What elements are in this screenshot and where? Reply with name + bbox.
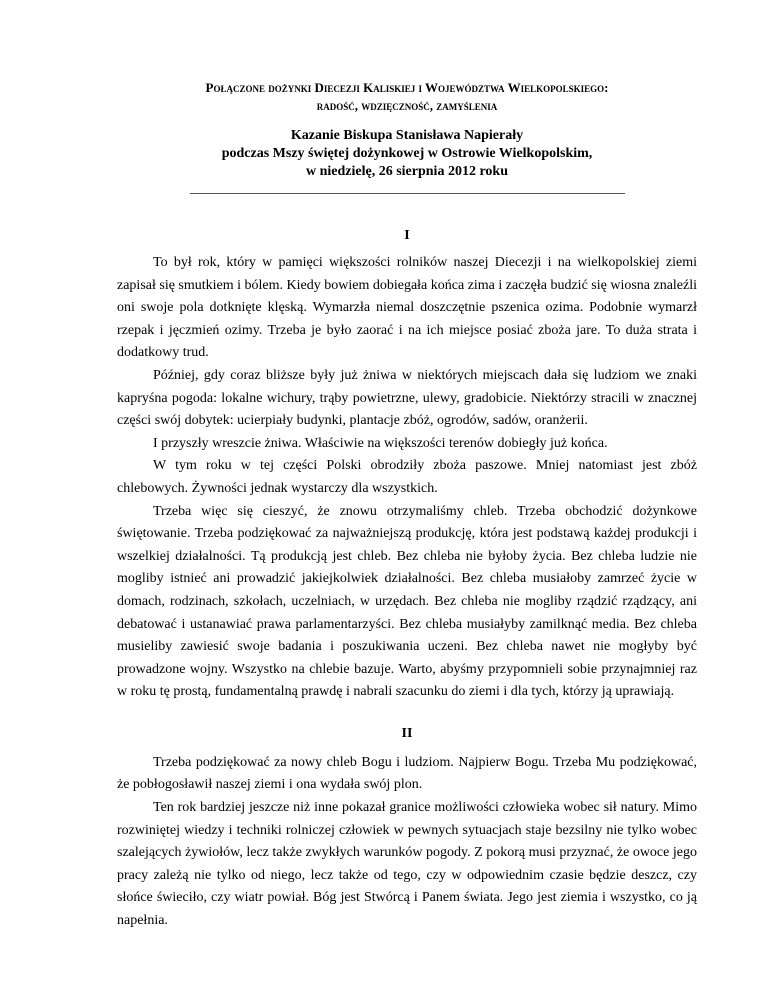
title-line-1: Połączone dożynki Diecezji Kaliskiej i Województwa Wielkopolskiego:	[205, 80, 609, 95]
paragraph: I przyszły wreszcie żniwa. Właściwie na większości terenów dobiegły już końca.	[153, 435, 608, 451]
sermon-info	[117, 127, 697, 181]
section-1-body	[117, 252, 697, 704]
paragraph: Później, gdy coraz bliższe były już żniwa w niektórych miejscach dała się ludziom we znaki kapryśna pogoda: lokalne wichury, trąby powietrzne, ulewy, gradobicie. Niektórzy stracili w znacznej części swój dobytek: ucierpiały budynki, plantacje zbóż, ogrodów, sadów, oranżerii.	[117, 367, 697, 429]
paragraph: Trzeba więc się cieszyć, że znowu otrzymaliśmy chleb. Trzeba obchodzić dożynkowe świętowanie. Trzeba podziękować za najważniejszą produkcję, która jest podstawą każdej produkcji i wszelkiej działalności. Tą produkcją jest chleb. Bez chleba nie byłoby życia. Bez chleba ludzie nie mogliby istnieć ani prowadzić jakiejkolwiek działalności. Bez chleba musiałoby zamrzeć życie w domach, rodzinach, szkołach, uczelniach, w urzędach. Bez chleba nie mogliby rządzić rządzący, ani debatować i ustanawiać prawa parlamentarzyści. Bez chleba musiałyby zamilknąć media. Bez chleba musieliby zawiesić swoje badania i poszukiwania uczeni. Bez chleba nawet nie mogłyby być prowadzone wojny. Wszystko na chlebie bazuje. Warto, abyśmy przypomnieli sobie przynajmniej raz w roku tę prostą, fundamentalną prawdę i nabrali szacunku do ziemi i dla tych, którzy ją uprawiają.	[117, 503, 697, 700]
paragraph: Trzeba podziękować za nowy chleb Bogu i ludziom. Najpierw Bogu. Trzeba Mu podziękować, że pobłogosławił naszej ziemi i ona wydała swój plon.	[117, 754, 697, 793]
sermon-author-line: Kazanie Biskupa Stanisława Napierały	[290, 128, 524, 143]
sermon-date-line: w niedzielę, 26 sierpnia 2012 roku	[306, 164, 508, 179]
title-line-2: radość, wdzięczność, zamyślenia	[316, 98, 498, 113]
document-title	[117, 0, 697, 115]
paragraph: To był rok, który w pamięci większości rolników naszej Diecezji i na wielkopolskiej ziemi zapisał się smutkiem i bólem. Kiedy bowiem dobiegała końca zima i zaczęła budzić się wiosna znaleźli oni swoje pola dotknięte klęską. Wymarzła niemal doszczętnie pszenica ozima. Podobnie wymarzł rzepak i jęczmień ozimy. Trzeba je było zaorać i na ich miejsce posiać zboża jare. To duża strata i dodatkowy trud.	[117, 255, 698, 361]
paragraph: W tym roku w tej części Polski obrodziły zboża paszowe. Mniej natomiast jest zbóż chlebowych. Żywności jednak wystarczy dla wszystkich.	[117, 458, 697, 496]
section-numeral-2: II	[401, 725, 413, 741]
header-divider	[190, 193, 625, 194]
section-numeral-1: I	[404, 228, 410, 243]
section-2-body	[117, 752, 697, 933]
paragraph: Ten rok bardziej jeszcze niż inne pokazał granice możliwości człowieka wobec sił natury. Mimo rozwiniętej wiedzy i techniki rolniczej człowiek w pewnych sytuacjach staje bezsilny nie tylko wobec szalejących żywiołów, lecz także zwykłych warunków pogody. Z pokorą musi przyznać, że owoce jego pracy zależą nie tylko od niego, lecz także od tego, czy w odpowiednim czasie będzie deszcz, czy słońce świeciło, czy wiatr powiał. Bóg jest Stwórcą i Panem świata. Jego jest ziemia i wszystko, co ją napełnia.	[117, 800, 697, 929]
sermon-occasion-line: podczas Mszy świętej dożynkowej w Ostrowie Wielkopolskim,	[221, 146, 593, 161]
